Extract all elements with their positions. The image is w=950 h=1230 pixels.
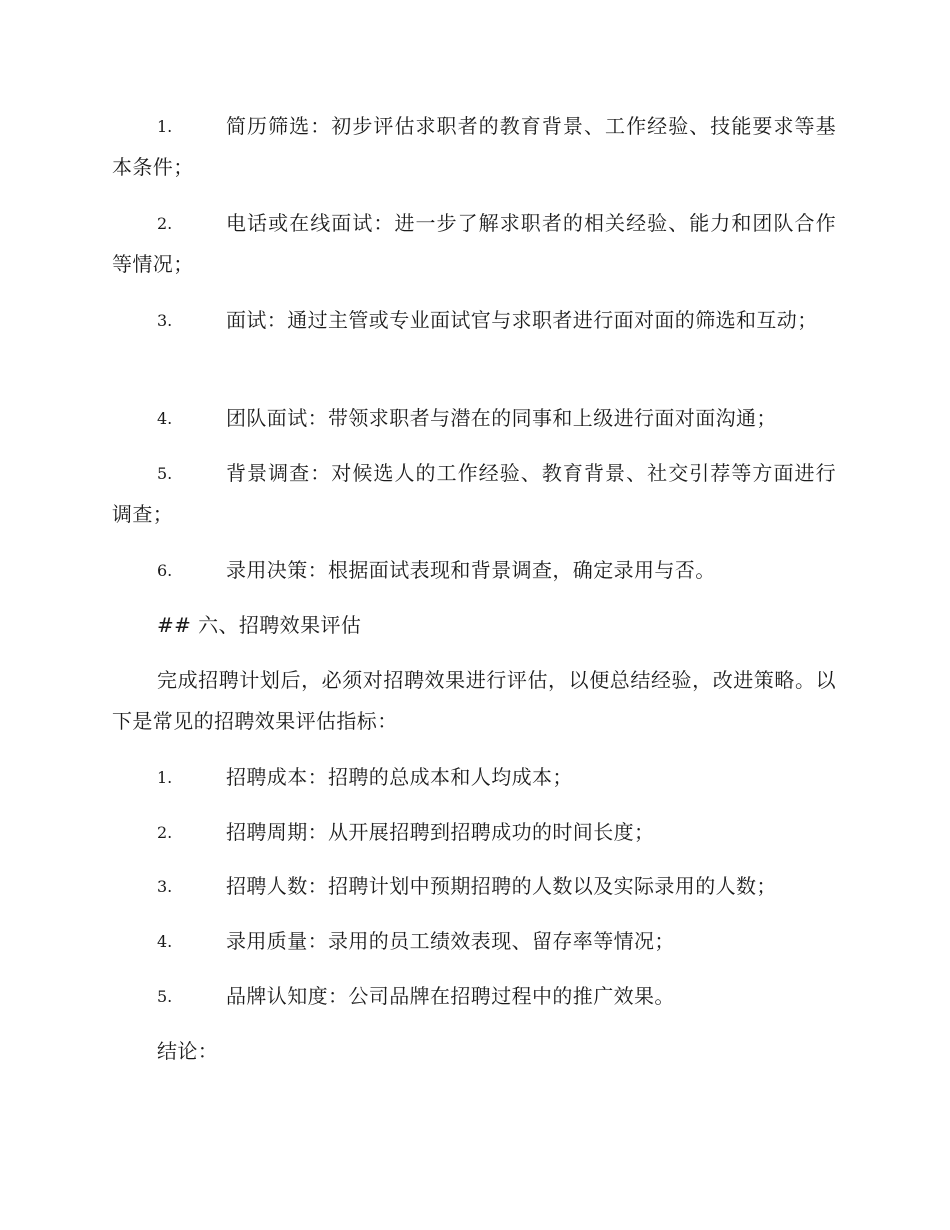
list-number: 2. — [157, 823, 173, 842]
interview-step-item — [112, 106, 836, 188]
interview-step-item — [112, 550, 836, 591]
interview-step-item — [112, 300, 836, 341]
list-number: 2. — [157, 214, 173, 233]
metric-item — [112, 921, 836, 962]
metric-item — [112, 757, 836, 798]
list-item-text: 面试：通过主管或专业面试官与求职者进行面对面的筛选和互动； — [226, 308, 818, 332]
intro-paragraph: 完成招聘计划后，必须对招聘效果进行评估，以便总结经验，改进策略。以下是常见的招聘效果评估指标： — [112, 668, 836, 733]
conclusion-label: 结论： — [157, 1039, 219, 1063]
section-heading: ## 六、招聘效果评估 — [157, 613, 362, 637]
list-number: 1. — [157, 117, 173, 136]
metric-item — [112, 976, 836, 1017]
interview-step-item — [112, 203, 836, 285]
metric-item — [112, 866, 836, 907]
list-item-text: 录用质量：录用的员工绩效表现、留存率等情况； — [226, 929, 675, 953]
list-number: 3. — [157, 311, 173, 330]
list-number: 4. — [157, 932, 173, 951]
list-item-text: 录用决策：根据面试表现和背景调查，确定录用与否。 — [226, 558, 716, 582]
list-item-text: 招聘周期：从开展招聘到招聘成功的时间长度； — [226, 820, 655, 844]
list-number: 5. — [157, 464, 173, 483]
list-number: 4. — [157, 409, 173, 428]
list-item-text: 背景调查：对候选人的工作经验、教育背景、社交引荐等方面进行调查； — [112, 461, 836, 526]
list-number: 6. — [157, 561, 173, 580]
interview-step-item — [112, 453, 836, 535]
list-number: 1. — [157, 768, 173, 787]
list-item-text: 招聘成本：招聘的总成本和人均成本； — [226, 765, 573, 789]
metric-item — [112, 812, 836, 853]
list-item-text: 简历筛选：初步评估求职者的教育背景、工作经验、技能要求等基本条件； — [112, 114, 836, 179]
list-item-text: 品牌认知度：公司品牌在招聘过程中的推广效果。 — [226, 984, 675, 1008]
interview-step-item — [112, 398, 836, 439]
list-number: 5. — [157, 987, 173, 1006]
list-item-text: 招聘人数：招聘计划中预期招聘的人数以及实际录用的人数； — [226, 874, 777, 898]
list-item-text: 电话或在线面试：进一步了解求职者的相关经验、能力和团队合作等情况； — [112, 211, 836, 276]
list-item-text: 团队面试：带领求职者与潜在的同事和上级进行面对面沟通； — [226, 406, 777, 430]
list-number: 3. — [157, 877, 173, 896]
